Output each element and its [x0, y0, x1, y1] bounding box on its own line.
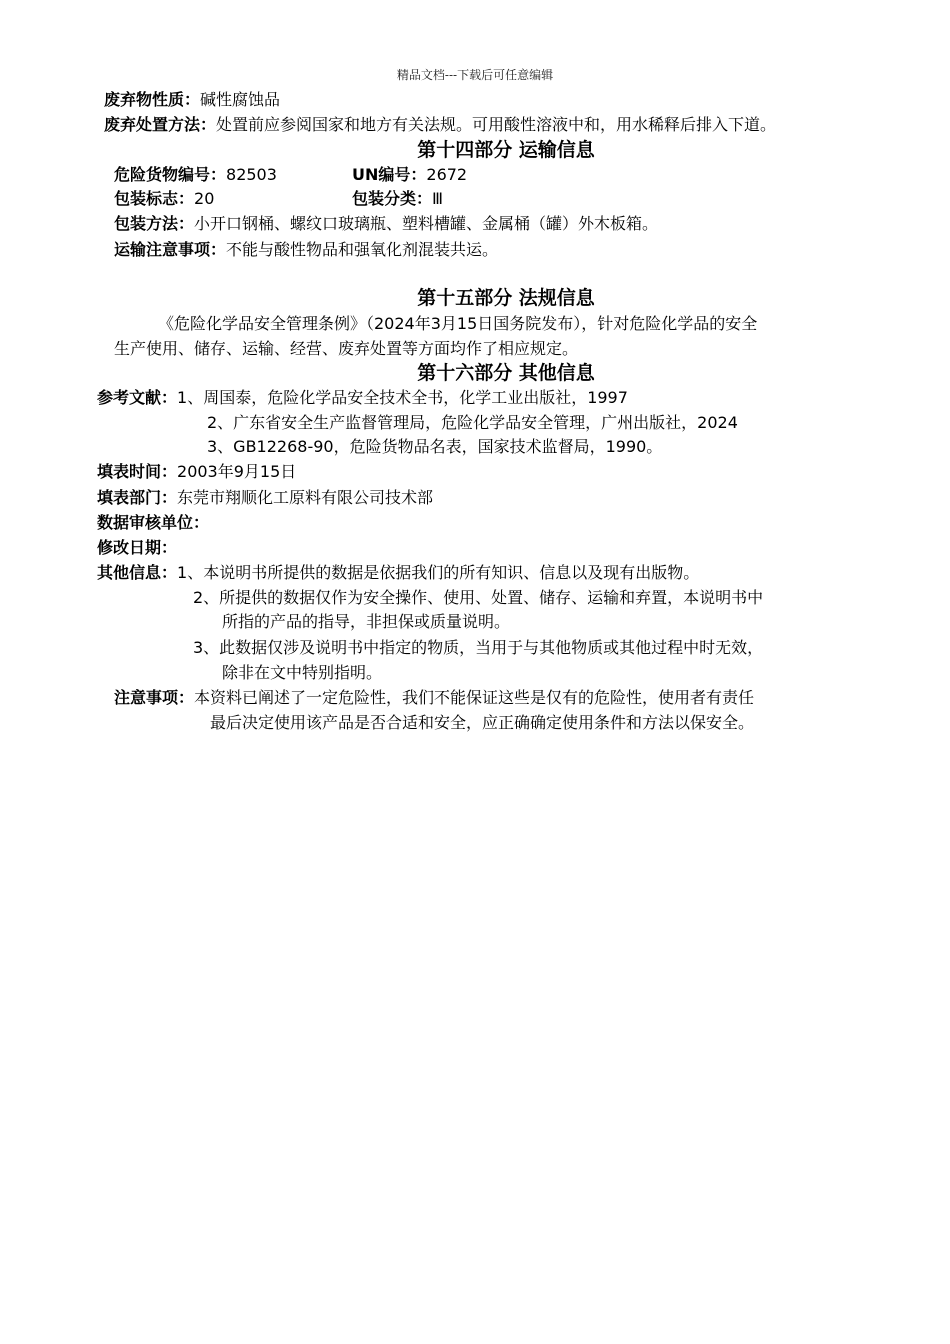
- section-16-title: 第十六部分 其他信息: [417, 362, 595, 384]
- reference-2: 2、广东省安全生产监督管理局，危险化学品安全管理，广州出版社，2024: [207, 413, 738, 432]
- other-info-label: 其他信息：: [97, 563, 178, 582]
- fill-date-line: [97, 462, 296, 482]
- section-15-title: 第十五部分 法规信息: [417, 287, 595, 309]
- page-header: 精品文档---下载后可任意编辑: [396, 68, 554, 82]
- pack-method-line: [114, 214, 658, 234]
- transport-note-label: 运输注意事项：: [114, 240, 227, 259]
- other-info-2a: 2、所提供的数据仅作为安全操作、使用、处置、储存、运输和弃置，本说明书中: [193, 588, 764, 607]
- other-info-1: 1、本说明书所提供的数据是依据我们的所有知识、信息以及现有出版物。: [177, 563, 700, 582]
- pack-class-line: [352, 189, 443, 209]
- waste-nature-value: 碱性腐蚀品: [200, 90, 281, 109]
- fill-dept-value: 东莞市翔顺化工原料有限公司技术部: [177, 488, 434, 507]
- other-info-3b: 除非在文中特别指明。: [222, 663, 383, 682]
- un-number-label: UN编号：: [352, 165, 427, 184]
- transport-note-line: [114, 240, 498, 260]
- un-number-value: 2672: [426, 165, 468, 184]
- fill-dept-label: 填表部门：: [97, 488, 178, 507]
- regulation-line-1: 《危险化学品安全管理条例》（2024年3月15日国务院发布），针对危险化学品的安全: [158, 314, 758, 333]
- caution-label: 注意事项：: [114, 688, 195, 707]
- fill-date-label: 填表时间：: [97, 462, 178, 481]
- caution-b: 最后决定使用该产品是否合适和安全，应正确确定使用条件和方法以保安全。: [210, 713, 755, 732]
- waste-method-label: 废弃处置方法：: [104, 115, 217, 134]
- other-info-2b: 所指的产品的指导，非担保或质量说明。: [222, 612, 511, 631]
- pack-mark-line: [114, 189, 214, 209]
- reference-line-1: [97, 388, 628, 408]
- pack-mark-label: 包装标志：: [114, 189, 195, 208]
- pack-method-value: 小开口钢桶、螺纹口玻璃瓶、塑料槽罐、金属桶（罐）外木板箱。: [194, 214, 659, 233]
- transport-note-value: 不能与酸性物品和强氧化剂混装共运。: [226, 240, 499, 259]
- waste-nature-label: 废弃物性质：: [104, 90, 201, 109]
- waste-nature-line: [104, 90, 280, 110]
- review-unit-label: 数据审核单位：: [97, 513, 210, 532]
- section-14-title: 第十四部分 运输信息: [417, 139, 595, 161]
- dg-number-line: [114, 165, 277, 185]
- other-info-line-1: [97, 563, 699, 583]
- waste-method-line: [104, 115, 776, 135]
- regulation-line-2: 生产使用、储存、运输、经营、废弃处置等方面均作了相应规定。: [114, 339, 579, 358]
- un-number-line: [352, 165, 467, 185]
- pack-method-label: 包装方法：: [114, 214, 195, 233]
- pack-mark-value: 20: [194, 189, 215, 208]
- other-info-3a: 3、此数据仅涉及说明书中指定的物质，当用于与其他物质或其他过程中时无效，: [193, 638, 764, 657]
- caution-line-1: [114, 688, 754, 708]
- caution-a: 本资料已阐述了一定危险性，我们不能保证这些是仅有的危险性，使用者有责任: [194, 688, 755, 707]
- reference-1: 1、周国泰，危险化学品安全技术全书，化学工业出版社，1997: [177, 388, 628, 407]
- pack-class-value: Ⅲ: [432, 189, 444, 208]
- reference-label: 参考文献：: [97, 388, 178, 407]
- dg-number-value: 82503: [226, 165, 277, 184]
- waste-method-value: 处置前应参阅国家和地方有关法规。可用酸性溶液中和，用水稀释后排入下道。: [216, 115, 777, 134]
- fill-date-value: 2003年9月15日: [177, 462, 297, 481]
- dg-number-label: 危险货物编号：: [114, 165, 227, 184]
- reference-3: 3、GB12268-90，危险货物品名表，国家技术监督局，1990。: [207, 437, 663, 456]
- fill-dept-line: [97, 488, 433, 508]
- pack-class-label: 包装分类：: [352, 189, 433, 208]
- modify-date-label: 修改日期：: [97, 538, 178, 557]
